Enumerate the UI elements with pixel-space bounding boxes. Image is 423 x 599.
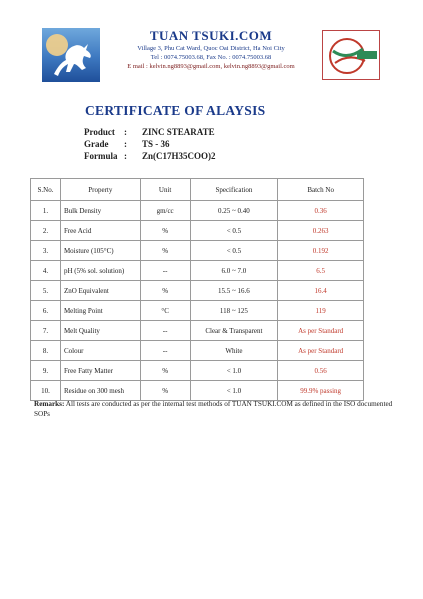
row-unit: %: [140, 361, 190, 381]
table-row: [31, 261, 364, 281]
row-spec: 6.0 ~ 7.0: [190, 261, 278, 281]
row-number: 2.: [31, 221, 61, 241]
row-unit: --: [140, 341, 190, 361]
product-value: ZINC STEARATE: [142, 127, 215, 137]
row-spec: 118 ~ 125: [190, 301, 278, 321]
row-spec: < 0.5: [190, 241, 278, 261]
product-row: [84, 126, 216, 138]
group-logo: [322, 30, 380, 80]
horse-icon: [48, 40, 96, 80]
row-spec: 0.25 ~ 0.40: [190, 201, 278, 221]
row-number: 4.: [31, 261, 61, 281]
row-spec: < 1.0: [190, 361, 278, 381]
row-unit: %: [140, 381, 190, 401]
grade-label: Grade: [84, 139, 109, 149]
remarks: [34, 399, 394, 419]
table-row: [31, 361, 364, 381]
company-address: Village 3, Phu Cat Ward, Quoc Oai District, Ha Noi City: [137, 45, 285, 52]
row-unit: °C: [140, 301, 190, 321]
header-batch: Batch No: [278, 179, 364, 201]
row-number: 10.: [31, 381, 61, 401]
company-name: TUAN TSUKI.COM: [149, 28, 273, 43]
row-batch: 0.56: [278, 361, 364, 381]
table-row: [31, 241, 364, 261]
header-property: Property: [60, 179, 140, 201]
row-unit: gm/cc: [140, 201, 190, 221]
formula-value: Zn(C17H35COO)2: [142, 151, 216, 161]
row-number: 1.: [31, 201, 61, 221]
row-unit: %: [140, 281, 190, 301]
table-header-row: [31, 179, 364, 201]
table-row: [31, 381, 364, 401]
colon: :: [124, 151, 127, 161]
row-property: Colour: [60, 341, 140, 361]
row-spec: < 1.0: [190, 381, 278, 401]
row-number: 6.: [31, 301, 61, 321]
formula-row: [84, 150, 216, 162]
product-label: Product: [84, 127, 115, 137]
row-unit: --: [140, 261, 190, 281]
row-batch: 0.192: [278, 241, 364, 261]
row-property: Melting Point: [60, 301, 140, 321]
remarks-label: Remarks:: [34, 400, 65, 408]
product-meta: [84, 126, 216, 162]
row-batch: As per Standard: [278, 341, 364, 361]
header-sno: S.No.: [31, 179, 61, 201]
row-property: pH (5% sol. solution): [60, 261, 140, 281]
row-property: ZnO Equivalent: [60, 281, 140, 301]
row-property: Melt Quality: [60, 321, 140, 341]
row-spec: 15.5 ~ 16.6: [190, 281, 278, 301]
row-number: 7.: [31, 321, 61, 341]
row-number: 5.: [31, 281, 61, 301]
header-unit: Unit: [140, 179, 190, 201]
table-row: [31, 301, 364, 321]
row-property: Free Fatty Matter: [60, 361, 140, 381]
row-batch: 0.263: [278, 221, 364, 241]
grade-value: TS - 36: [142, 139, 170, 149]
table-row: [31, 341, 364, 361]
row-batch: 6.5: [278, 261, 364, 281]
letterhead: [42, 28, 380, 82]
row-unit: %: [140, 221, 190, 241]
row-property: Free Acid: [60, 221, 140, 241]
specification-table: [30, 178, 364, 401]
table-row: [31, 281, 364, 301]
company-block: [102, 28, 320, 71]
row-property: Residue on 300 mesh: [60, 381, 140, 401]
row-number: 9.: [31, 361, 61, 381]
remarks-text: All tests are conducted as per the internal test methods of TUAN TSUKI.COM as defined in the ISO documented SOPs: [34, 400, 393, 418]
row-spec: < 0.5: [190, 221, 278, 241]
table-row: [31, 221, 364, 241]
colon: :: [124, 127, 127, 137]
row-batch: 99.9% passing: [278, 381, 364, 401]
row-batch: 0.36: [278, 201, 364, 221]
row-unit: %: [140, 241, 190, 261]
globe-icon: [323, 31, 381, 81]
row-spec: Clear & Transparent: [190, 321, 278, 341]
row-batch: 119: [278, 301, 364, 321]
header-specification: Specification: [190, 179, 278, 201]
grade-row: [84, 138, 216, 150]
row-batch: As per Standard: [278, 321, 364, 341]
company-phone: Tel : 0074.75003.68, Fax No. : 0074.75003.68: [150, 54, 272, 61]
horse-logo: [42, 28, 100, 82]
table-row: [31, 201, 364, 221]
document-title: CERTIFICATE OF ALAYSIS: [85, 103, 266, 118]
table-row: [31, 321, 364, 341]
row-property: Moisture (105°C): [60, 241, 140, 261]
colon: :: [124, 139, 127, 149]
row-batch: 16.4: [278, 281, 364, 301]
row-number: 8.: [31, 341, 61, 361]
formula-label: Formula: [84, 151, 118, 161]
row-spec: White: [190, 341, 278, 361]
row-unit: --: [140, 321, 190, 341]
row-number: 3.: [31, 241, 61, 261]
row-property: Bulk Density: [60, 201, 140, 221]
company-email: E mail : kelvin.ng8893@gmail.com, kelvin.ng8893@gmail.com: [127, 63, 295, 70]
